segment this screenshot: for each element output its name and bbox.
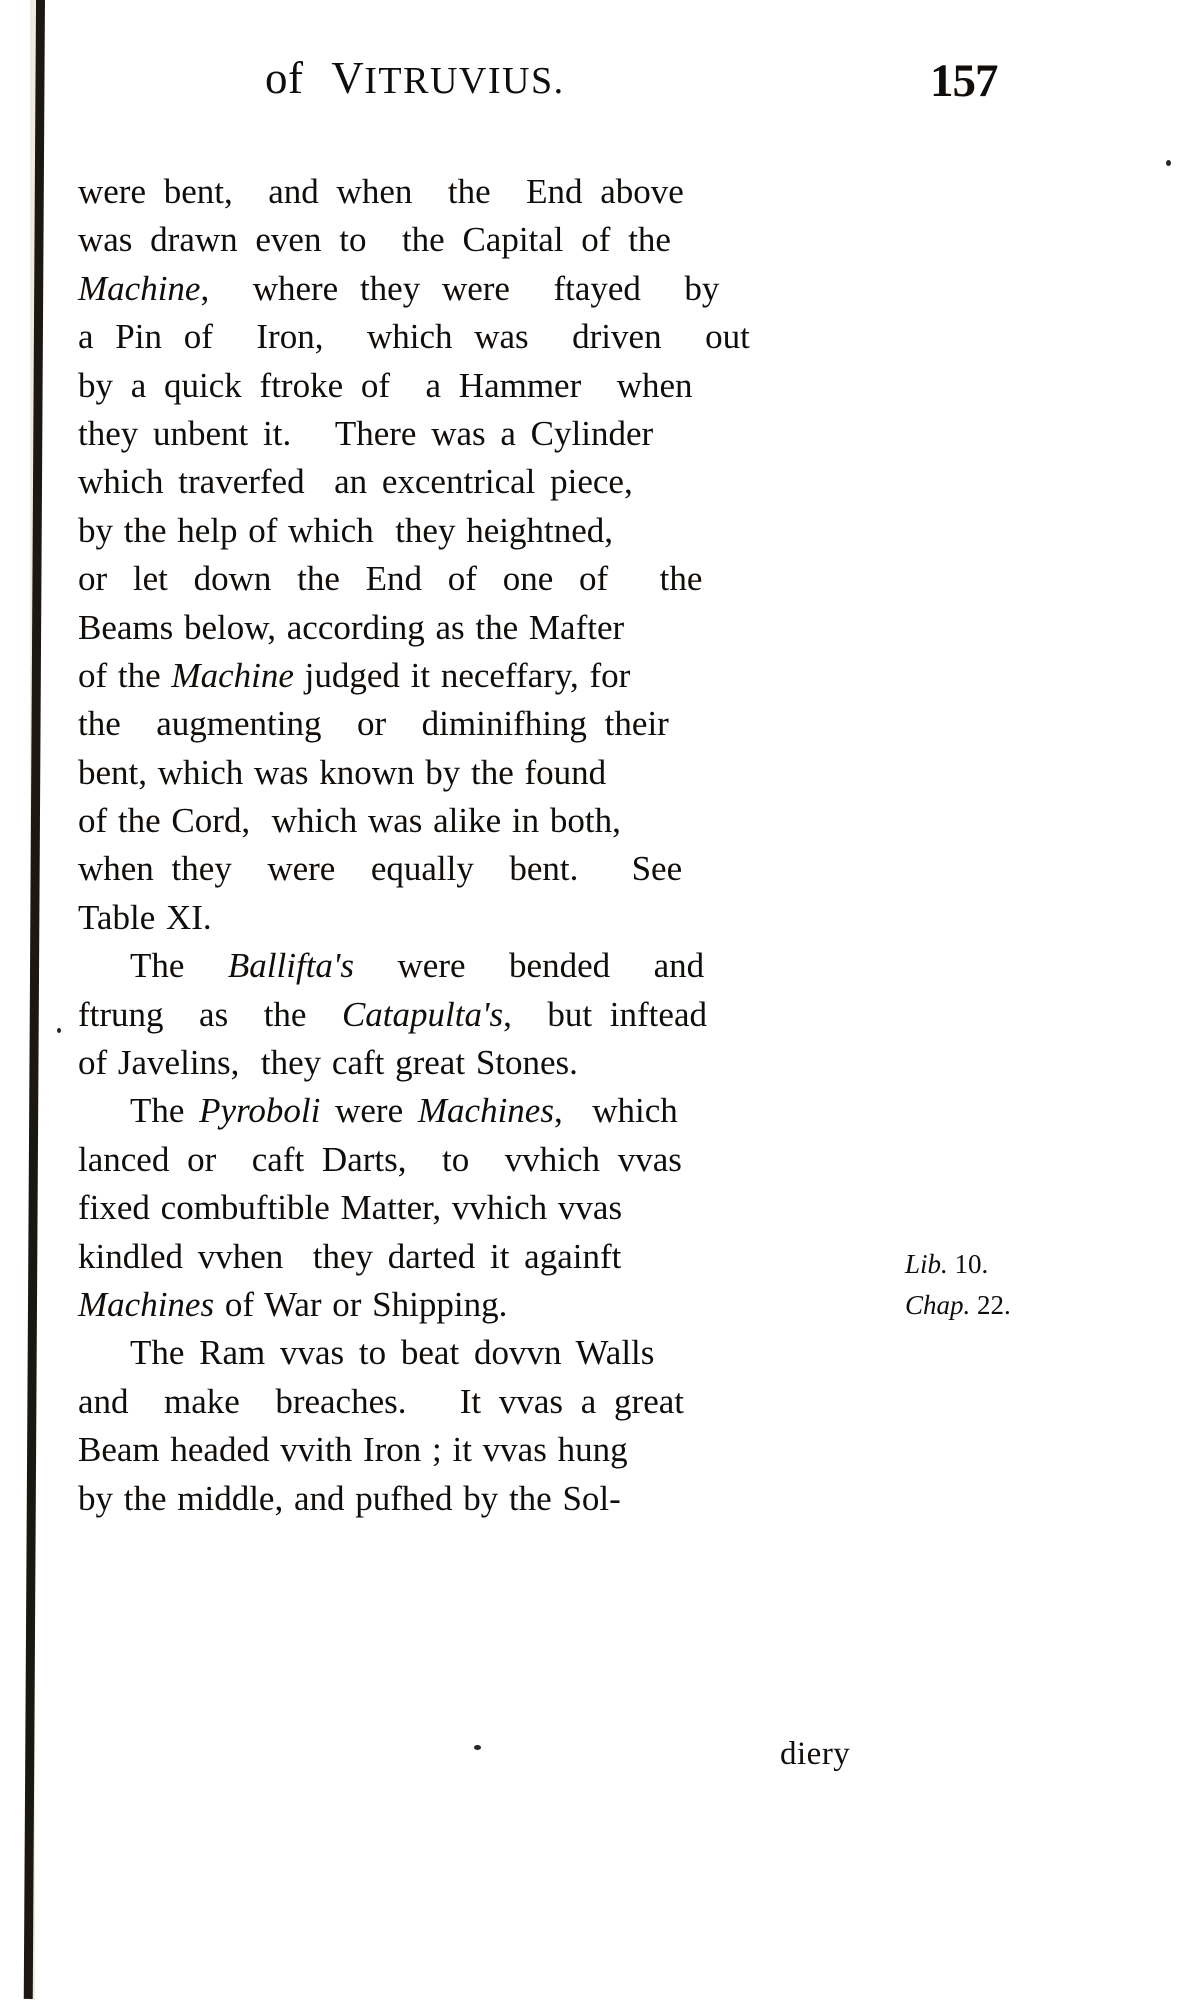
text-line: and make breaches. It vvas a great xyxy=(78,1381,685,1421)
text-line: were bent, and when the End above xyxy=(78,172,684,211)
text-line: of the Machine judged it neceffary, for xyxy=(78,655,631,695)
page-number: 157 xyxy=(930,55,998,107)
page-header xyxy=(60,52,1070,128)
text-line: Table XI. xyxy=(78,897,212,937)
text-line: was drawn even to the Capital of the xyxy=(78,220,671,260)
scan-speck xyxy=(474,1745,481,1750)
text-line: The Ram vvas to beat dovvn Walls xyxy=(130,1333,655,1373)
text-line: Beam headed vvith Iron ; it vvas hung xyxy=(78,1430,628,1470)
text-line: a Pin of Iron, which was driven out xyxy=(78,317,750,357)
text-line: Beams below, according as the Mafter xyxy=(78,607,625,647)
page-gutter-edge xyxy=(0,0,46,1995)
text-line: or let down the End of one of the xyxy=(78,559,703,599)
running-title-prefix: of xyxy=(265,53,304,103)
running-title: of VITRUVIUS. xyxy=(265,53,565,103)
text-line: Machines of War or Shipping. xyxy=(78,1284,508,1324)
marginal-note xyxy=(905,1244,1175,1326)
text-line: The Pyroboli were Machines, which xyxy=(130,1091,678,1131)
text-line: which traverfed an excentrical piece, xyxy=(78,462,633,502)
text-line: when they were equally bent. See xyxy=(78,849,683,889)
text-line: the augmenting or diminifhing their xyxy=(78,704,669,744)
scan-speck xyxy=(1166,160,1171,166)
text-line: The Ballifta's were bended and xyxy=(130,946,705,986)
marginal-note-line: Lib. 10. xyxy=(905,1249,989,1279)
text-line: fixed combuftible Matter, vvhich vvas xyxy=(78,1188,623,1228)
catchword: diery xyxy=(780,1736,851,1772)
text-line: ftrung as the Catapulta's, but inftead xyxy=(78,994,707,1034)
text-line: by the middle, and pufhed by the Sol- xyxy=(78,1478,621,1518)
text-line: of the Cord, which was alike in both, xyxy=(78,801,621,841)
text-line: by a quick ftroke of a Hammer when xyxy=(78,365,693,405)
body-text xyxy=(78,168,898,1523)
scan-speck xyxy=(57,1028,61,1033)
text-line: by the help of which they heightned, xyxy=(78,510,613,550)
text-line: bent, which was known by the found xyxy=(78,752,607,792)
text-line: Machine, where they were ftayed by xyxy=(78,268,720,308)
marginal-note-line: Chap. 22. xyxy=(905,1290,1011,1320)
text-line: kindled vvhen they darted it againft xyxy=(78,1236,622,1276)
text-line: they unbent it. There was a Cylinder xyxy=(78,413,654,453)
text-line: lanced or caft Darts, to vvhich vvas xyxy=(78,1139,682,1179)
text-line: of Javelins, they caft great Stones. xyxy=(78,1043,578,1083)
gutter-shadow xyxy=(24,0,45,1999)
